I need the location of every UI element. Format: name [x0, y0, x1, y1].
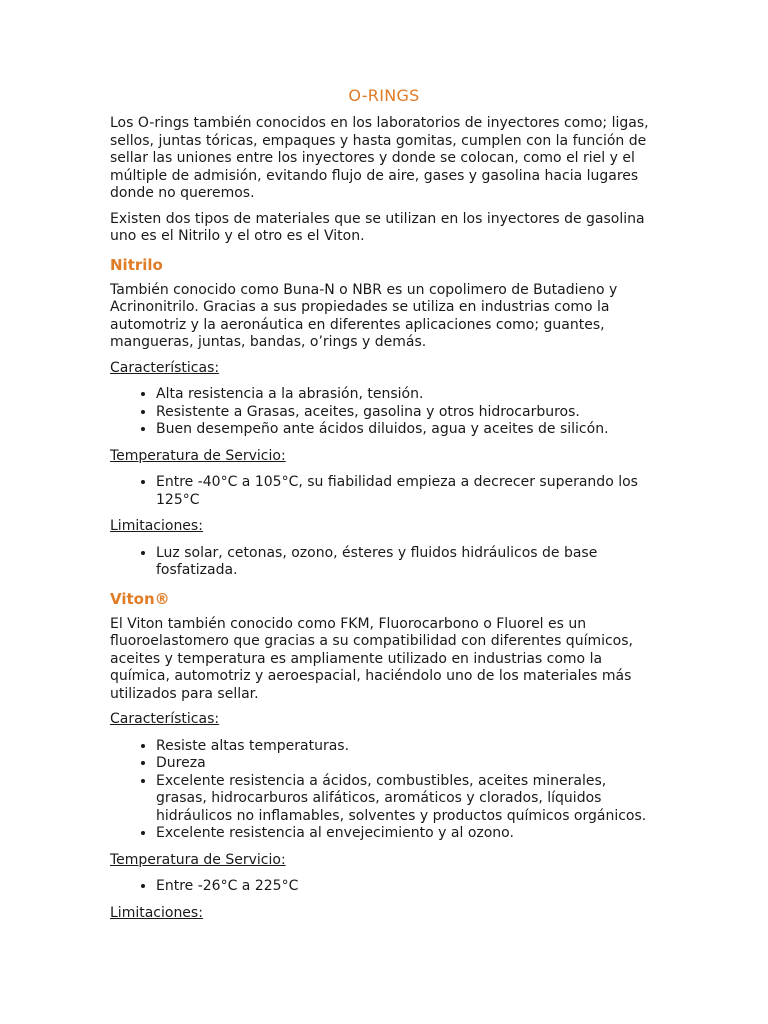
intro-paragraph-2: Existen dos tipos de materiales que se utilizan en los inyectores de gasolina uno es el Nitrilo y el otro es el Viton. [110, 210, 645, 244]
list-item: • Entre -40°C a 105°C, su fiabilidad empieza a decrecer superando los 125°C [156, 474, 658, 509]
nitrilo-caracteristicas-label: Características: [110, 359, 220, 376]
viton-heading: Viton® [110, 589, 170, 608]
viton-temperatura-label: Temperatura de Servicio: [110, 851, 286, 868]
nitrilo-caracteristicas-list [110, 386, 658, 439]
nitrilo-temperatura-label: Temperatura de Servicio: [110, 447, 286, 464]
list-item: • Excelente resistencia a ácidos, combustibles, aceites minerales, grasas, hidrocarburos alifáticos, aromáticos y clorados, líquidos hidráulicos no inflamables, solventes y productos químicos orgánicos. [156, 773, 658, 826]
viton-limitaciones-label: Limitaciones: [110, 904, 203, 921]
list-item: • Entre -26°C a 225°C [156, 878, 658, 896]
list-item: • Resiste altas temperaturas. [156, 738, 658, 756]
viton-temperatura-list [110, 878, 658, 896]
list-item: • Dureza [156, 755, 658, 773]
viton-caracteristicas-label: Características: [110, 711, 220, 727]
nitrilo-limitaciones-list [110, 545, 658, 580]
nitrilo-description: También conocido como Buna-N o NBR es un copolimero de Butadieno y Acrinonitrilo. Gracias a sus propiedades se utiliza en industrias como la automotriz y la aeronáutica en diferentes aplicaciones como; guantes, mangueras, juntas, bandas, o’rings y demás. [110, 281, 618, 350]
list-item: • Alta resistencia a la abrasión, tensión. [156, 386, 658, 404]
list-item: • Buen desempeño ante ácidos diluidos, agua y aceites de silicón. [156, 421, 658, 439]
document-title: O-RINGS [348, 86, 420, 105]
list-item: • Resistente a Grasas, aceites, gasolina y otros hidrocarburos. [156, 404, 658, 422]
viton-caracteristicas-list [110, 738, 658, 843]
nitrilo-limitaciones-label: Limitaciones: [110, 518, 203, 534]
nitrilo-temperatura-list [110, 474, 658, 509]
viton-description: El Viton también conocido como FKM, Fluorocarbono o Fluorel es un fluoroelastomero que gracias a su compatibilidad con diferentes químicos, aceites y temperatura es ampliamente utilizado en industrias como la química, automotriz y aeroespacial, haciéndolo uno de los materiales más utilizados para sellar. [110, 615, 633, 702]
list-item: • Luz solar, cetonas, ozono, ésteres y fluidos hidráulicos de base fosfatizada. [156, 545, 658, 580]
intro-paragraph-1: Los O-rings también conocidos en los laboratorios de inyectores como; ligas, sellos, juntas tóricas, empaques y hasta gomitas, cumplen con la función de sellar las uniones entre los inyectores y donde se colocan, como el riel y el múltiple de admisión, evitando flujo de aire, gases y gasolina hacia lugares donde no queremos. [110, 115, 649, 201]
nitrilo-heading: Nitrilo [110, 255, 163, 274]
list-item: • Excelente resistencia al envejecimiento y al ozono. [156, 825, 658, 843]
